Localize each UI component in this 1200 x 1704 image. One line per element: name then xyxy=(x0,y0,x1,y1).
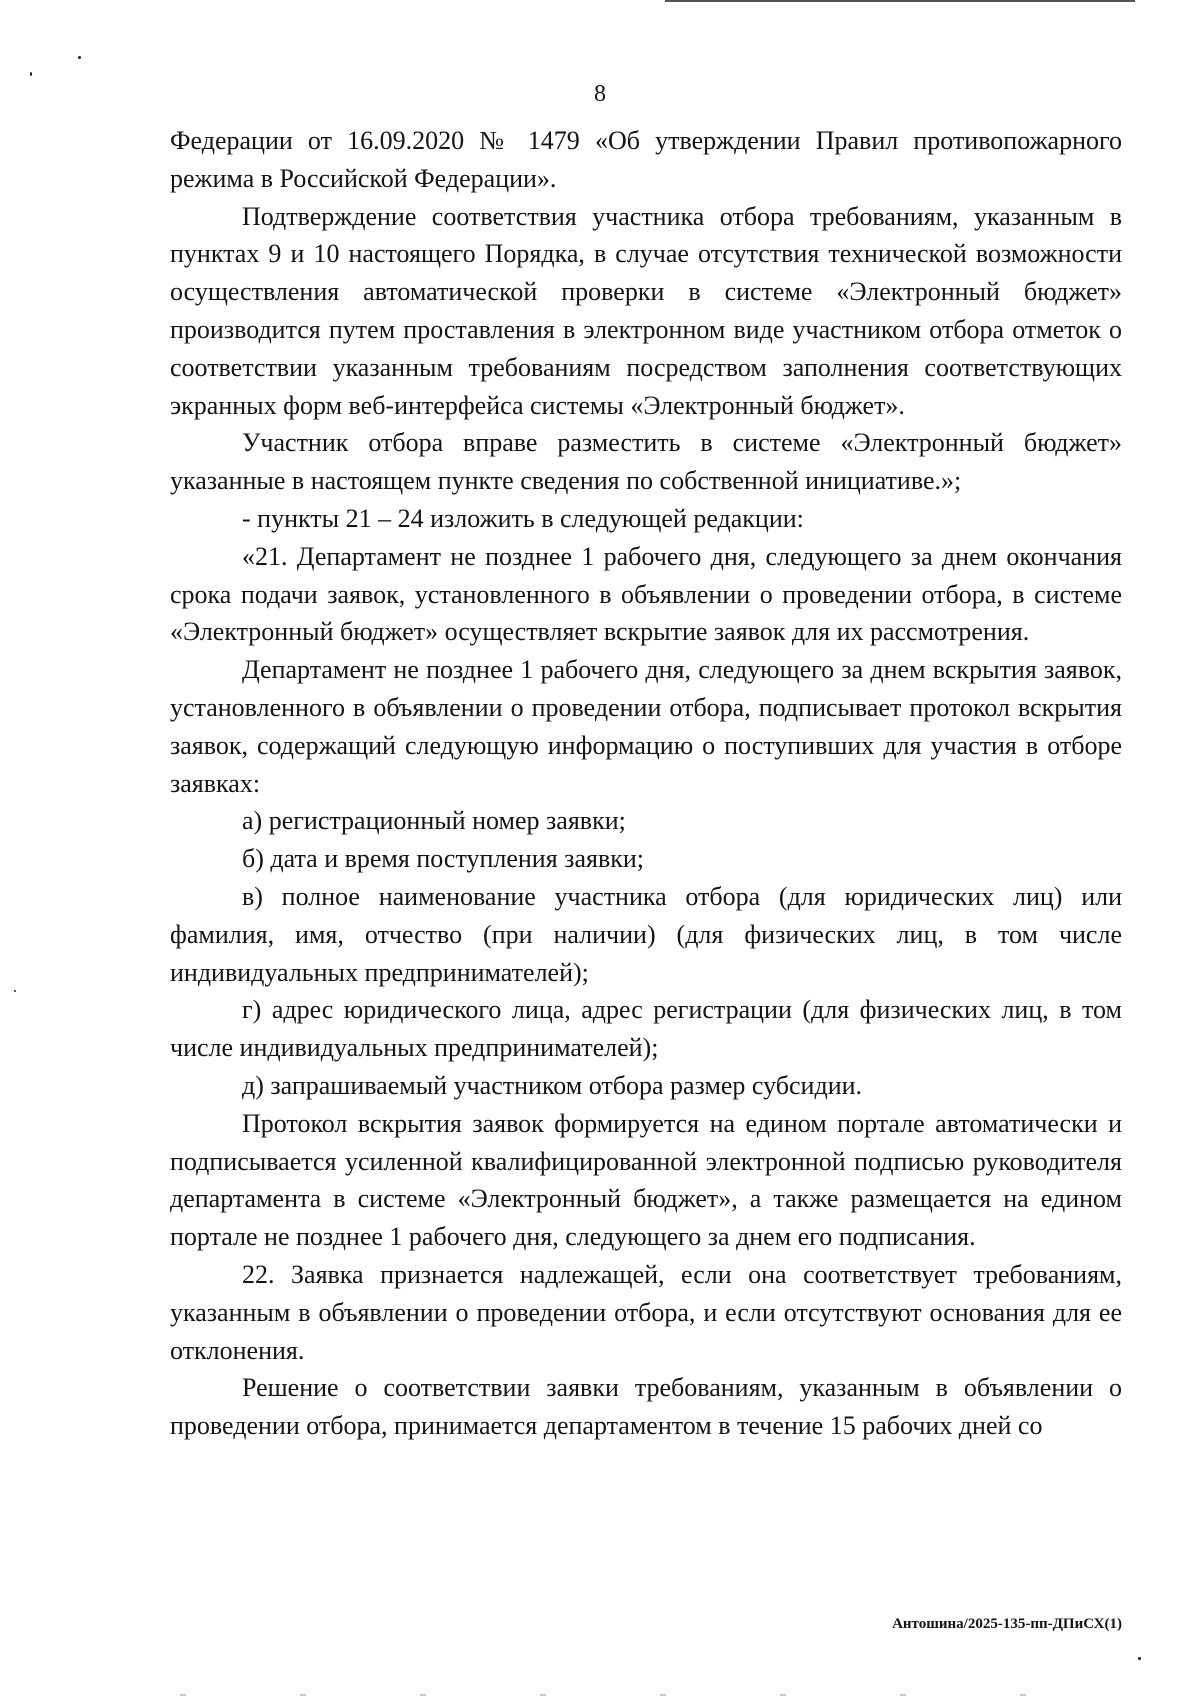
scan-speck xyxy=(78,56,81,59)
paragraph: Решение о соответствии заявки требованиям, указанным в объявлении о проведении отбора, принимается департаментом в течение 15 рабочих дней со xyxy=(170,1373,1122,1441)
scan-speck xyxy=(30,72,32,76)
list-item: б) дата и время поступления заявки; xyxy=(242,844,644,874)
paragraph: - пункты 21 – 24 изложить в следующей редакции: xyxy=(242,503,804,533)
document-reference-code: Антошина/2025-135-пп-ДПиСХ(1) xyxy=(892,1616,1122,1632)
scan-bottom-marks xyxy=(180,1694,1120,1696)
list-item: г) адрес юридического лица, адрес регистрации (для физических лиц, в том числе индивидуальных предпринимателей); xyxy=(170,995,1122,1063)
paragraph: Департамент не позднее 1 рабочего дня, следующего за днем вскрытия заявок, установленного в объявлении о проведении отбора, подписывает протокол вскрытия заявок, содержащий следующую информацию о поступивших для участия в отборе заявках: xyxy=(170,655,1122,798)
paragraph: 22. Заявка признается надлежащей, если она соответствует требованиям, указанным в объявлении о проведении отбора, и если отсутствуют основания для ее отклонения. xyxy=(170,1259,1122,1365)
list-item: в) полное наименование участника отбора (для юридических лиц) или фамилия, имя, отчество (при наличии) (для физических лиц, в том числе индивидуальных предпринимателей); xyxy=(170,881,1122,987)
paragraph: Подтверждение соответствия участника отбора требованиям, указанным в пунктах 9 и 10 настоящего Порядка, в случае отсутствия технической возможности осуществления автоматической проверки в системе «Электронный бюджет» производится путем проставления в электронном виде участником отбора отметок о соответствии указанным требованиям посредством заполнения соответствующих экранных форм веб-интерфейса системы «Электронный бюджет». xyxy=(170,201,1122,420)
paragraph: Федерации от 16.09.2020 № 1479 «Об утверждении Правил противопожарного режима в Российской Федерации». xyxy=(170,126,1122,193)
scan-speck xyxy=(1138,1657,1141,1660)
paragraph: «21. Департамент не позднее 1 рабочего дня, следующего за днем окончания срока подачи заявок, установленного в объявлении о проведении отбора, в системе «Электронный бюджет» осуществляет вскрытие заявок для их рассмотрения. xyxy=(170,541,1122,647)
scan-top-rule xyxy=(665,0,1135,2)
paragraph: Участник отбора вправе разместить в системе «Электронный бюджет» указанные в настоящем пункте сведения по собственной инициативе.»; xyxy=(170,428,1122,496)
paragraph: Протокол вскрытия заявок формируется на едином портале автоматически и подписывается усиленной квалифицированной электронной подписью руководителя департамента в системе «Электронный бюджет», а также размещается на едином портале не позднее 1 рабочего дня, следующего за днем его подписания. xyxy=(170,1108,1122,1252)
scan-speck xyxy=(14,990,16,992)
document-body xyxy=(170,122,1122,1445)
list-item: а) регистрационный номер заявки; xyxy=(242,806,626,836)
page-number: 8 xyxy=(594,81,606,107)
list-item: д) запрашиваемый участником отбора размер субсидии. xyxy=(242,1070,863,1100)
